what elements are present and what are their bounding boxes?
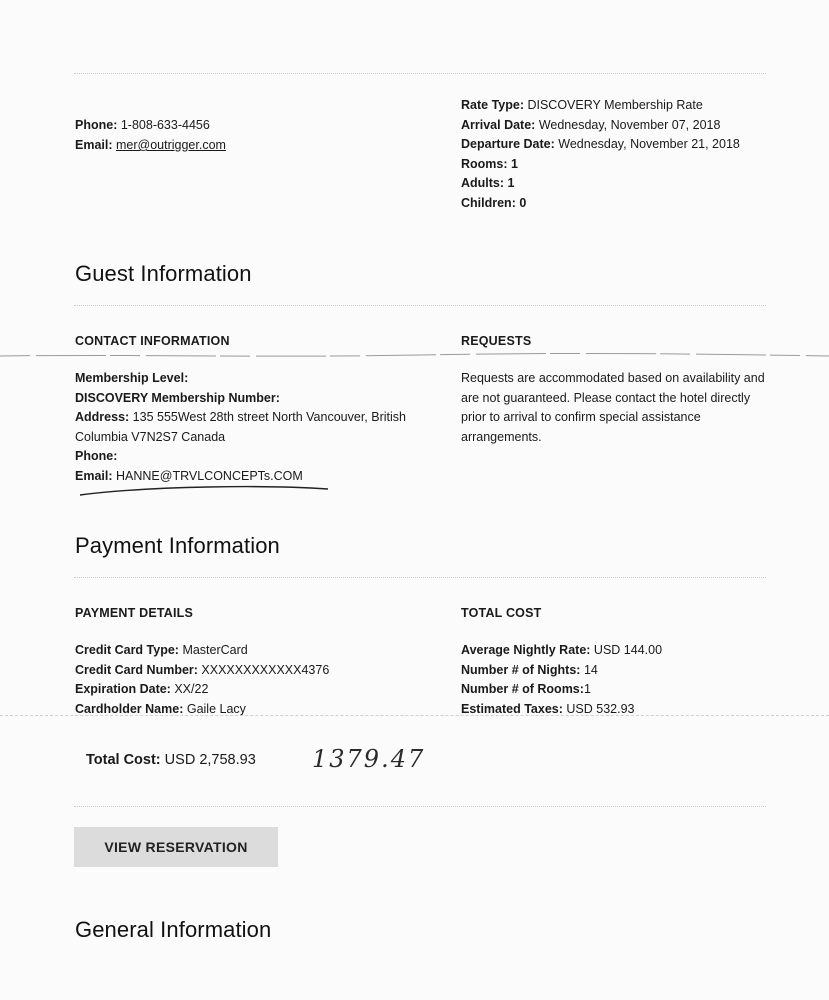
guest-information-title: Guest Information: [75, 261, 252, 286]
divider: [74, 577, 766, 578]
hotel-email-link[interactable]: mer@outrigger.com: [116, 138, 226, 152]
total-cost-heading: TOTAL COST: [461, 606, 542, 620]
cardholder-name: Cardholder Name: Gaile Lacy: [75, 701, 246, 716]
divider: [74, 305, 766, 306]
divider: [74, 806, 766, 807]
view-reservation-button[interactable]: VIEW RESERVATION: [74, 827, 278, 867]
contact-information-heading: CONTACT INFORMATION: [75, 334, 230, 348]
estimated-taxes: Estimated Taxes: USD 532.93: [461, 701, 635, 716]
general-information-title: General Information: [75, 917, 272, 942]
payment-details: [75, 641, 329, 719]
total-cost-breakdown: [461, 641, 662, 719]
card-type: Credit Card Type: MasterCard: [75, 643, 248, 657]
card-number: Credit Card Number: XXXXXXXXXXXX4376: [75, 662, 330, 677]
handwritten-note: 1379.47: [312, 745, 426, 773]
requests-text: [461, 369, 765, 447]
reservation-summary: [461, 96, 740, 213]
children-count: Children: 0: [461, 195, 527, 210]
number-of-rooms: Number # of Rooms:1: [461, 682, 591, 696]
contact-information: [75, 369, 406, 486]
rooms-count: Rooms: 1: [461, 156, 518, 171]
hotel-email: Email: mer@outrigger.com: [75, 138, 226, 152]
guest-phone: Phone:: [75, 449, 118, 463]
departure-date: Departure Date: Wednesday, November 21, 2018: [461, 137, 740, 151]
scan-artifact-line: [0, 715, 829, 716]
rate-type: Rate Type: DISCOVERY Membership Rate: [461, 98, 703, 112]
requests-line: are not guaranteed. Please contact the hotel directly: [461, 390, 751, 405]
number-of-nights: Number # of Nights: 14: [461, 662, 598, 677]
total-cost: Total Cost: USD 2,758.93: [86, 752, 256, 768]
requests-line: Requests are accommodated based on availability and: [461, 371, 765, 385]
address: Address: 135 555West 28th street North Vancouver, British: [75, 410, 406, 424]
guest-email: Email: HANNE@TRVLCONCEPTs.COM: [75, 468, 303, 483]
requests-line: arrangements.: [461, 429, 542, 444]
adults-count: Adults: 1: [461, 176, 515, 190]
membership-number: DISCOVERY Membership Number:: [75, 390, 280, 405]
hotel-phone: Phone: 1-808-633-4456: [75, 118, 210, 132]
arrival-date: Arrival Date: Wednesday, November 07, 2018: [461, 117, 721, 132]
scan-artifact-line: [0, 350, 829, 360]
payment-details-heading: PAYMENT DETAILS: [75, 606, 194, 620]
average-nightly-rate: Average Nightly Rate: USD 144.00: [461, 643, 663, 657]
payment-information-title: Payment Information: [75, 533, 280, 558]
membership-level: Membership Level:: [75, 371, 189, 385]
expiration-date: Expiration Date: XX/22: [75, 682, 209, 696]
requests-line: prior to arrival to confirm special assistance: [461, 410, 701, 424]
divider: [74, 73, 766, 74]
requests-heading: REQUESTS: [461, 334, 532, 348]
pen-underline: [78, 484, 338, 498]
address-continued: Columbia V7N2S7 Canada: [75, 429, 226, 444]
